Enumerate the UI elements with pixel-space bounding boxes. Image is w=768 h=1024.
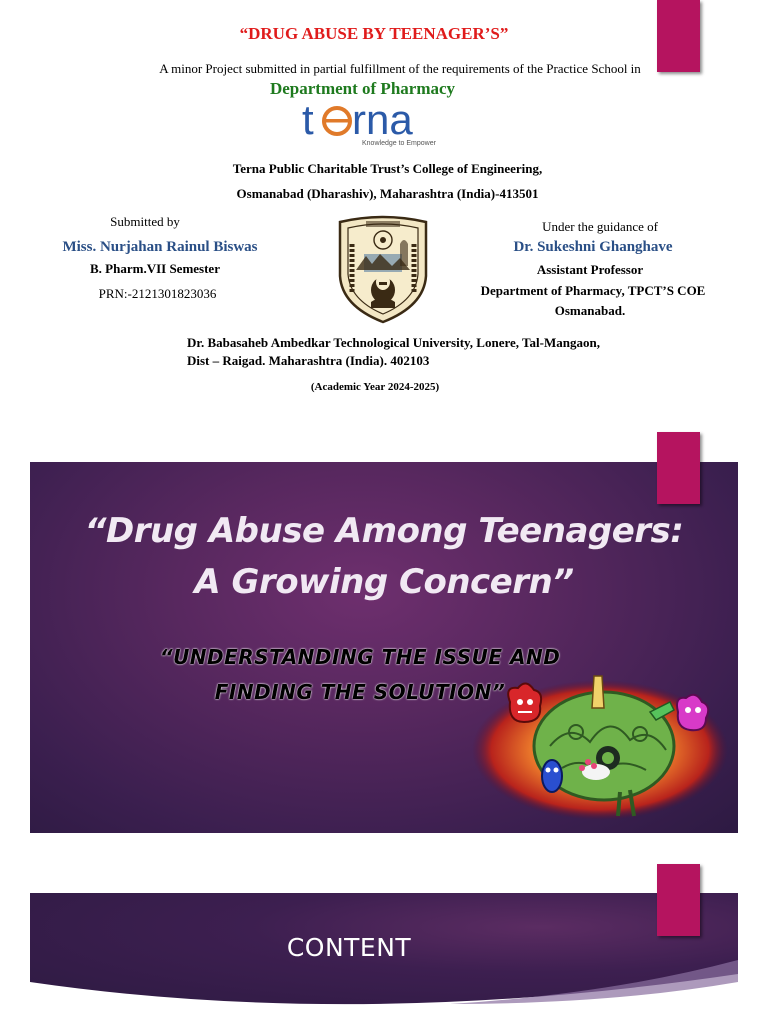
drug-brain-illustration [470,672,730,822]
accent-tab [657,864,700,936]
logo-letters-rna: rna [352,98,413,143]
guidance-label: Under the guidance of [542,219,658,234]
slide-subtitle-line-1: “UNDERSTANDING THE ISSUE AND [159,645,561,669]
guide-city: Osmanabad. [554,303,626,318]
submitted-by-label: Submitted by [110,214,180,229]
terna-logo [300,98,450,154]
slide-title-line-1: “Drug Abuse Among Teenagers: [84,511,684,551]
slide-title [30,506,738,608]
student-prn: PRN:-2121301823036 [98,286,217,301]
logo-tagline: Knowledge to Empower [362,140,436,147]
slide-subtitle-line-2: FINDING THE SOLUTION” [214,680,506,704]
university-address: Dr. Babasaheb Ambedkar Technological University, Lonere, Tal-Mangaon, Dist – Raigad. Maharashtra (India). 402103 [187,335,600,368]
student-name: Miss. Nurjahan Rainul Biswas [62,239,258,255]
guide-department: Department of Pharmacy, TPCT’S COE [480,283,706,298]
slide-bottom-swoosh [30,960,738,1024]
student-semester: B. Pharm.VII Semester [90,261,220,276]
accent-tab [657,0,700,72]
university-seal [336,214,430,324]
guide-name: Dr. Sukeshni Ghanghave [513,239,673,255]
accent-tab [657,432,700,504]
logo-e-bar [324,119,350,123]
content-heading: CONTENT [286,933,412,962]
title-slide [30,462,738,833]
college-name: Terna Public Charitable Trust’s College of Engineering, [232,161,543,176]
department-name: Department of Pharmacy [269,79,456,98]
college-address: Osmanabad (Dharashiv), Maharashtra (India)-413501 [236,186,539,201]
academic-year: (Academic Year 2024-2025) [310,381,440,393]
guide-designation: Assistant Professor [536,262,644,277]
submission-statement: A minor Project submitted in partial fulfillment of the requirements of the Practice School in [159,61,641,76]
logo-letter-t: t [302,98,314,143]
slide-title-line-2: A Growing Concern” [194,562,574,602]
document-title: “DRUG ABUSE BY TEENAGER’S” [239,24,509,43]
